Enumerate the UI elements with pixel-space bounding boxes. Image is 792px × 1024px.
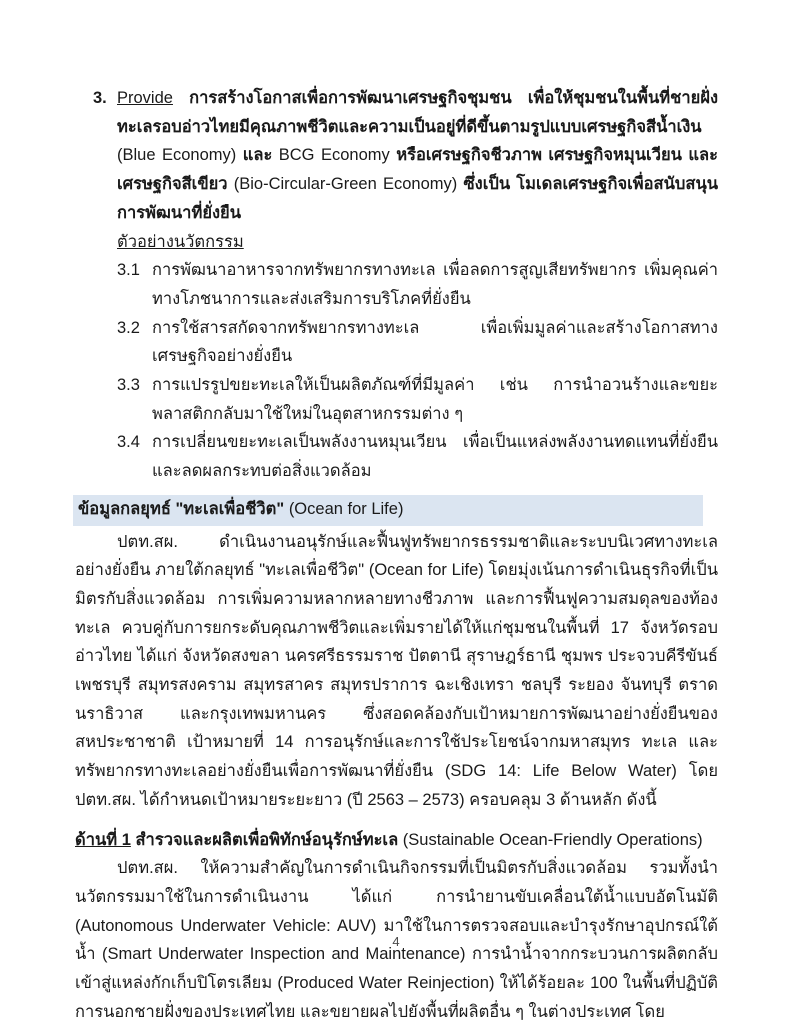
list-item-3-4-number: 3.4	[117, 433, 140, 452]
section-header-ocean-for-life	[73, 495, 703, 526]
list-item-3-1-number: 3.1	[117, 261, 140, 280]
list-item-3	[75, 84, 718, 228]
paragraph-ocean-for-life: ปตท.สผ. ดำเนินงานอนุรักษ์และฟื้นฟูทรัพยากรธรรมชาติและระบบนิเวศทางทะเลอย่างยั่งยืน ภายใต้กลยุทธ์ "ทะเลเพื่อชีวิต" (Ocean for Life) โดยมุ่งเน้นการดำเนินธุรกิจที่เป็นมิตรกับสิ่งแวดล้อม การเพิ่มความหลากหลายทางชีวภาพ และการฟื้นฟูความสมดุลของท้องทะเล ควบคู่กับการยกระดับคุณภาพชีวิตและเพิ่มรายได้ให้แก่ชุมชนในพื้นที่ 17 จังหวัดรอบอ่าวไทย ได้แก่ จังหวัดสงขลา นครศรีธรรมราช ปัตตานี สุราษฎร์ธานี ชุมพร ประจวบคีรีขันธ์ เพชรบุรี สมุทรสงคราม สมุทรสาคร สมุทรปราการ ฉะเชิงเทรา ชลบุรี ระยอง จันทบุรี ตราด นราธิวาส และกรุงเทพมหานคร ซึ่งสอดคล้องกับเป้าหมายการพัฒนาอย่างยั่งยืนของสหประชาชาติ เป้าหมายที่ 14 การอนุรักษ์และการใช้ประโยชน์จากมหาสมุทร ทะเล และทรัพยากรทางทะเลอย่างยั่งยืนเพื่อการพัฒนาที่ยั่งยืน (SDG 14: Life Below Water) โดย ปตท.สผ. ได้กำหนดเป้าหมายระยะยาว (ปี 2563 – 2573) ครอบคลุม 3 ด้านหลัก ดังนี้	[75, 532, 718, 809]
list-item-3-3	[117, 371, 718, 428]
page-number: 4	[392, 934, 400, 949]
text-segment: (Sustainable Ocean-Friendly Operations)	[402, 830, 703, 849]
text-segment: ด้านที่ 1	[75, 830, 131, 849]
list-item-3-4-text: การเปลี่ยนขยะทะเลเป็นพลังงานหมุนเวียน เพื่อเป็นแหล่งพลังงานทดแทนที่ยั่งยืนและลดผลกระทบต่อสิ่งแวดล้อม	[152, 433, 718, 481]
heading-dimension-1	[75, 826, 718, 855]
list-item-3-text	[117, 84, 718, 228]
list-item-3-4	[117, 428, 718, 485]
innovation-examples-label: ตัวอย่างนวัตกรรม	[117, 232, 244, 251]
list-item-3-3-text: การแปรรูปขยะทะเลให้เป็นผลิตภัณฑ์ที่มีมูลค่า เช่น การนำอวนร้างและขยะพลาสติกกลับมาใช้ใหม่ในอุตสาหกรรมต่าง ๆ	[152, 376, 718, 423]
text-segment: หรือเศรษฐกิจชีวภาพ เศรษฐกิจหมุนเวียน และเศรษฐกิจสีเขียว	[117, 146, 718, 194]
text-segment: ซึ่งเป็น โมเดลเศรษฐกิจเพื่อสนับสนุนการพัฒนาที่ยั่งยืน	[117, 175, 718, 222]
text-segment: Provide	[117, 89, 173, 107]
text-segment: สำรวจและผลิตเพื่อพิทักษ์อนุรักษ์ทะเล	[130, 830, 403, 849]
paragraph-dimension-1: ปตท.สผ. ให้ความสำคัญในการดำเนินกิจกรรมที่เป็นมิตรกับสิ่งแวดล้อม รวมทั้งนำนวัตกรรมมาใช้ในการดำเนินงาน ได้แก่ การนำยานขับเคลื่อนใต้น้ำแบบอัตโนมัติ (Autonomous Underwater Vehicle: AUV) มาใช้ในการตรวจสอบและบำรุงรักษาอุปกรณ์ใต้น้ำ (Smart Underwater Inspection and Maintenance) การนำน้ำจากกระบวนการผลิตกลับเข้าสู่แหล่งกักเก็บปิโตรเลียม (Produced Water Reinjection) ให้ได้ร้อยละ 100 ในพื้นที่ปฏิบัติการนอกชายฝั่งของประเทศไทย และขยายผลไปยังพื้นที่ผลิตอื่น ๆ ในต่างประเทศ โดย	[75, 859, 718, 1021]
text-segment: (Ocean for Life)	[288, 499, 404, 518]
list-item-3-2-text: การใช้สารสกัดจากทรัพยากรทางทะเล เพื่อเพิ่มมูลค่าและสร้างโอกาสทางเศรษฐกิจอย่างยั่งยืน	[152, 318, 718, 366]
list-item-3-1	[117, 256, 718, 313]
text-segment: (Bio-Circular-Green Economy)	[233, 175, 464, 194]
list-item-3-2	[117, 314, 718, 371]
list-item-3-1-text: การพัฒนาอาหารจากทรัพยากรทางทะเล เพื่อลดการสูญเสียทรัพยากร เพิ่มคุณค่าทางโภชนาการและส่งเสริมการบริโภคที่ยั่งยืน	[152, 261, 718, 308]
text-segment: การสร้างโอกาสเพื่อการพัฒนาเศรษฐกิจชุมชน เพื่อให้ชุมชนในพื้นที่ชายฝั่งทะเลรอบอ่าวไทยมีคุณภาพชีวิตและความเป็นอยู่ที่ดีขึ้นตามรูปแบบเศรษฐกิจสีน้ำเงิน	[117, 89, 718, 136]
text-segment: ข้อมูลกลยุทธ์ "ทะเลเพื่อชีวิต"	[78, 499, 289, 518]
text-segment: และ	[242, 146, 279, 165]
list-item-3-3-number: 3.3	[117, 376, 140, 395]
text-segment: BCG Economy	[278, 146, 397, 165]
list-item-3-number: 3.	[93, 89, 107, 107]
page-content	[75, 84, 718, 1024]
text-segment: (Blue Economy)	[117, 146, 243, 165]
list-item-3-2-number: 3.2	[117, 318, 140, 337]
